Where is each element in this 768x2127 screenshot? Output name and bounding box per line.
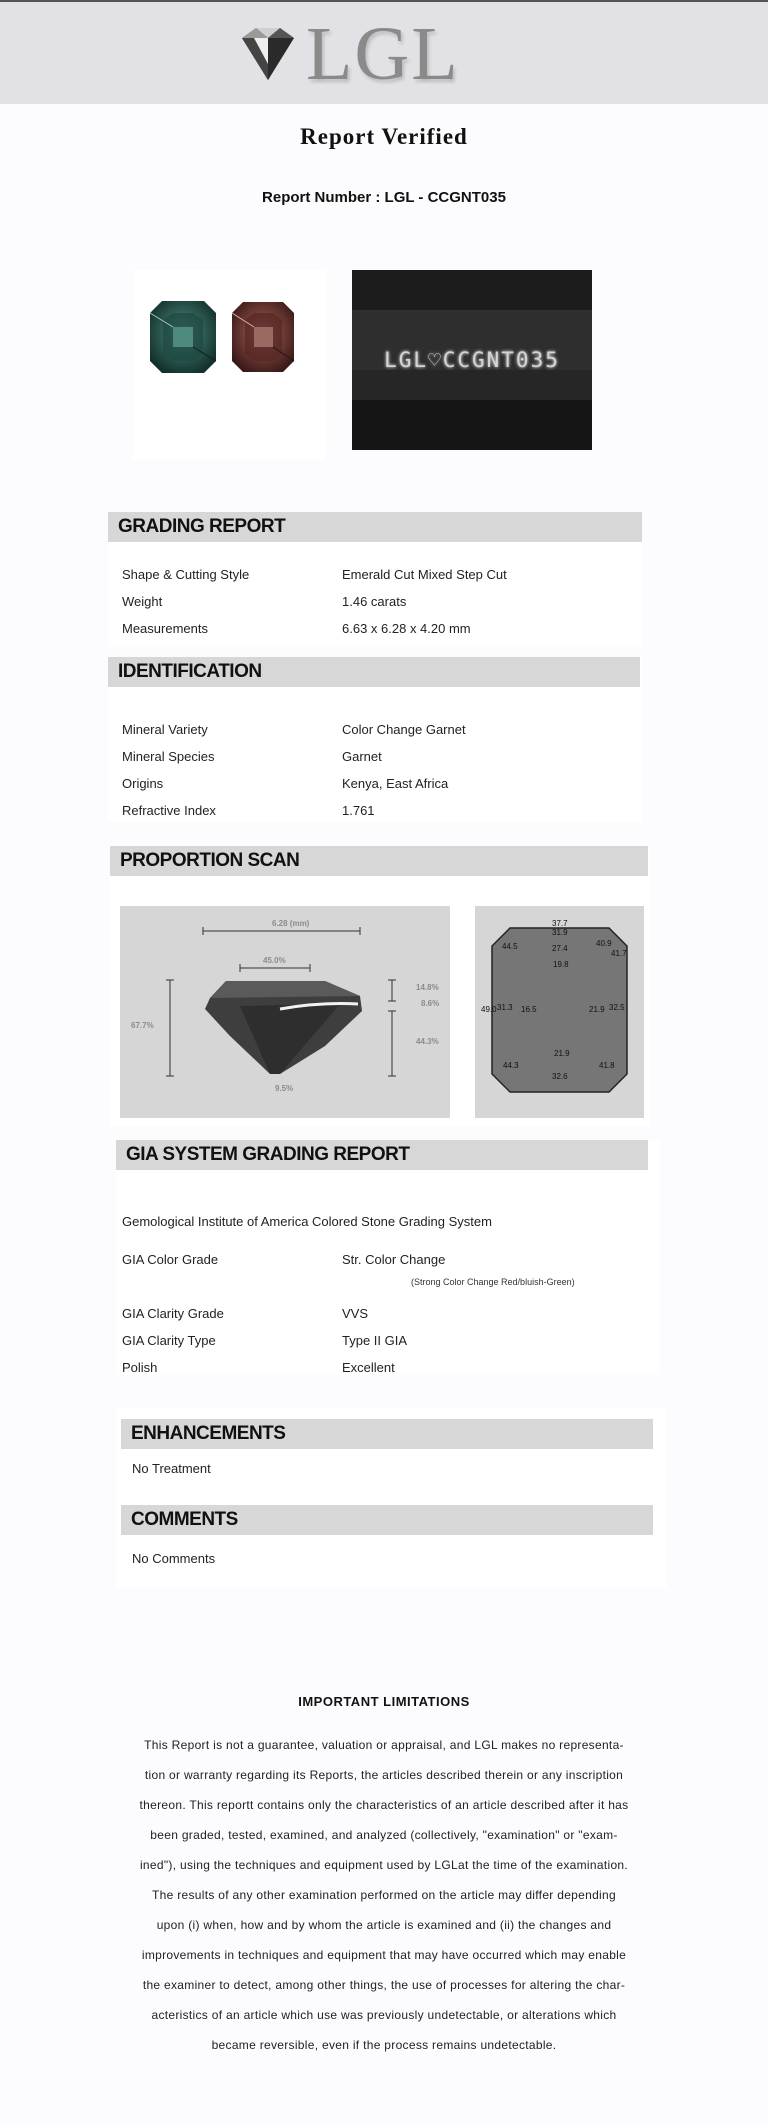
enhancements-header bbox=[121, 1419, 653, 1449]
facet-value: 27.4 bbox=[552, 944, 568, 953]
row-label: GIA Color Grade bbox=[122, 1252, 219, 1267]
row-label: Weight bbox=[122, 594, 163, 609]
row-value: Str. Color Change bbox=[342, 1252, 446, 1267]
row-value: Color Change Garnet bbox=[342, 722, 466, 737]
pavilion-depth-measure: 44.3% bbox=[416, 1037, 439, 1046]
gia-header bbox=[116, 1140, 648, 1170]
facet-value: 21.9 bbox=[589, 1005, 605, 1014]
color-note: (Strong Color Change Red/bluish-Green) bbox=[411, 1277, 575, 1287]
gia-subtitle: Gemological Institute of America Colored Stone Grading System bbox=[122, 1214, 492, 1229]
culet-measure: 9.5% bbox=[275, 1084, 294, 1093]
enhancements-text: No Treatment bbox=[132, 1461, 211, 1476]
row-value: 6.63 x 6.28 x 4.20 mm bbox=[342, 621, 471, 636]
facet-value: 41.7 bbox=[611, 949, 627, 958]
section-heading: PROPORTION SCAN bbox=[120, 850, 300, 871]
comments-header bbox=[121, 1505, 653, 1535]
limitations-line: This Report is not a guarantee, valuation or appraisal, and LGL makes no representa- bbox=[144, 1738, 624, 1752]
row-value: 1.761 bbox=[342, 803, 375, 818]
inscription-photo bbox=[352, 270, 592, 450]
row-label: Refractive Index bbox=[122, 803, 216, 818]
facet-value: 44.3 bbox=[503, 1061, 519, 1070]
facet-value: 21.9 bbox=[554, 1049, 570, 1058]
gem-side-silhouette bbox=[205, 981, 362, 1074]
report-number: Report Number : LGL - CCGNT035 bbox=[262, 189, 506, 206]
logo-text: LGL bbox=[306, 12, 460, 96]
limitations-line: the examiner to detect, among other things, the use of processes for altering the char- bbox=[142, 1978, 626, 1992]
row-label: Shape & Cutting Style bbox=[122, 567, 250, 582]
row-label: Polish bbox=[122, 1360, 158, 1375]
row-value: Garnet bbox=[342, 749, 382, 764]
limitations-line: acteristics of an article which use was previously undetectable, or alterations which bbox=[151, 2008, 617, 2022]
laser-inscription: LGL♡CCGNT035 bbox=[384, 348, 560, 372]
facet-value: 16.5 bbox=[521, 1005, 537, 1014]
limitations-line: became reversible, even if the process remains undetectable. bbox=[211, 2038, 557, 2052]
facet-value: 31.9 bbox=[552, 928, 568, 937]
facet-value: 32.5 bbox=[609, 1003, 625, 1012]
section-heading: IDENTIFICATION bbox=[118, 661, 262, 682]
proportion-scan-header bbox=[110, 846, 648, 876]
limitations-heading: IMPORTANT LIMITATIONS bbox=[298, 1694, 470, 1709]
table-measure: 45.0% bbox=[263, 956, 286, 965]
limitations-line: thereon. This reportt contains only the characteristics of an article described after it has bbox=[139, 1798, 629, 1812]
facet-value: 49.0 bbox=[481, 1005, 497, 1014]
section-heading: COMMENTS bbox=[131, 1509, 238, 1530]
diamond-icon bbox=[232, 24, 302, 84]
row-label: Mineral Species bbox=[122, 749, 215, 764]
facet-value: 19.8 bbox=[553, 960, 569, 969]
identification-header bbox=[108, 657, 640, 687]
facet-value: 44.5 bbox=[502, 942, 518, 951]
limitations-line: improvements in techniques and equipment that may have occurred which may enable bbox=[141, 1948, 627, 1962]
row-label: GIA Clarity Type bbox=[122, 1333, 216, 1348]
row-value: VVS bbox=[342, 1306, 369, 1321]
limitations-line: been graded, tested, examined, and analyzed (collectively, "examination" or "exam- bbox=[150, 1828, 618, 1842]
row-value: Emerald Cut Mixed Step Cut bbox=[342, 567, 507, 582]
facet-value: 32.6 bbox=[552, 1072, 568, 1081]
green-gem bbox=[150, 301, 216, 373]
top-view-diagram bbox=[475, 906, 644, 1118]
facet-value: 40.9 bbox=[596, 939, 612, 948]
red-gem bbox=[232, 302, 294, 372]
total-depth-measure: 67.7% bbox=[131, 1021, 154, 1030]
row-label: Measurements bbox=[122, 621, 208, 636]
page-title: Report Verified bbox=[300, 124, 468, 149]
row-label: Origins bbox=[122, 776, 164, 791]
grading-report-header bbox=[108, 512, 642, 542]
row-label: Mineral Variety bbox=[122, 722, 208, 737]
limitations-line: upon (i) when, how and by whom the article is examined and (ii) the changes and bbox=[156, 1918, 612, 1932]
row-value: 1.46 carats bbox=[342, 594, 407, 609]
row-value: Excellent bbox=[342, 1360, 395, 1375]
crown-height-measure: 14.8% bbox=[416, 983, 439, 992]
row-label: GIA Clarity Grade bbox=[122, 1306, 224, 1321]
width-measure: 6.28 (mm) bbox=[272, 919, 310, 928]
section-heading: GRADING REPORT bbox=[118, 516, 286, 537]
section-heading: GIA SYSTEM GRADING REPORT bbox=[126, 1144, 410, 1165]
row-value: Kenya, East Africa bbox=[342, 776, 449, 791]
facet-value: 41.8 bbox=[599, 1061, 615, 1070]
facet-value: 31.3 bbox=[497, 1003, 513, 1012]
section-heading: ENHANCEMENTS bbox=[131, 1423, 286, 1444]
lgl-logo[interactable] bbox=[232, 12, 460, 96]
limitations-line: The results of any other examination performed on the article may differ depending bbox=[152, 1888, 616, 1902]
girdle-measure: 8.6% bbox=[421, 999, 440, 1008]
facet-value: 37.7 bbox=[552, 919, 568, 928]
gem-photo bbox=[133, 270, 325, 460]
comments-text: No Comments bbox=[132, 1551, 216, 1566]
limitations-line: ined"), using the techniques and equipment used by LGLat the time of the examination. bbox=[139, 1858, 629, 1872]
side-profile-diagram bbox=[120, 906, 450, 1118]
limitations-line: tion or warranty regarding its Reports, the articles described therein or any inscription bbox=[144, 1768, 624, 1782]
header-banner bbox=[0, 2, 768, 104]
row-value: Type II GIA bbox=[342, 1333, 408, 1348]
